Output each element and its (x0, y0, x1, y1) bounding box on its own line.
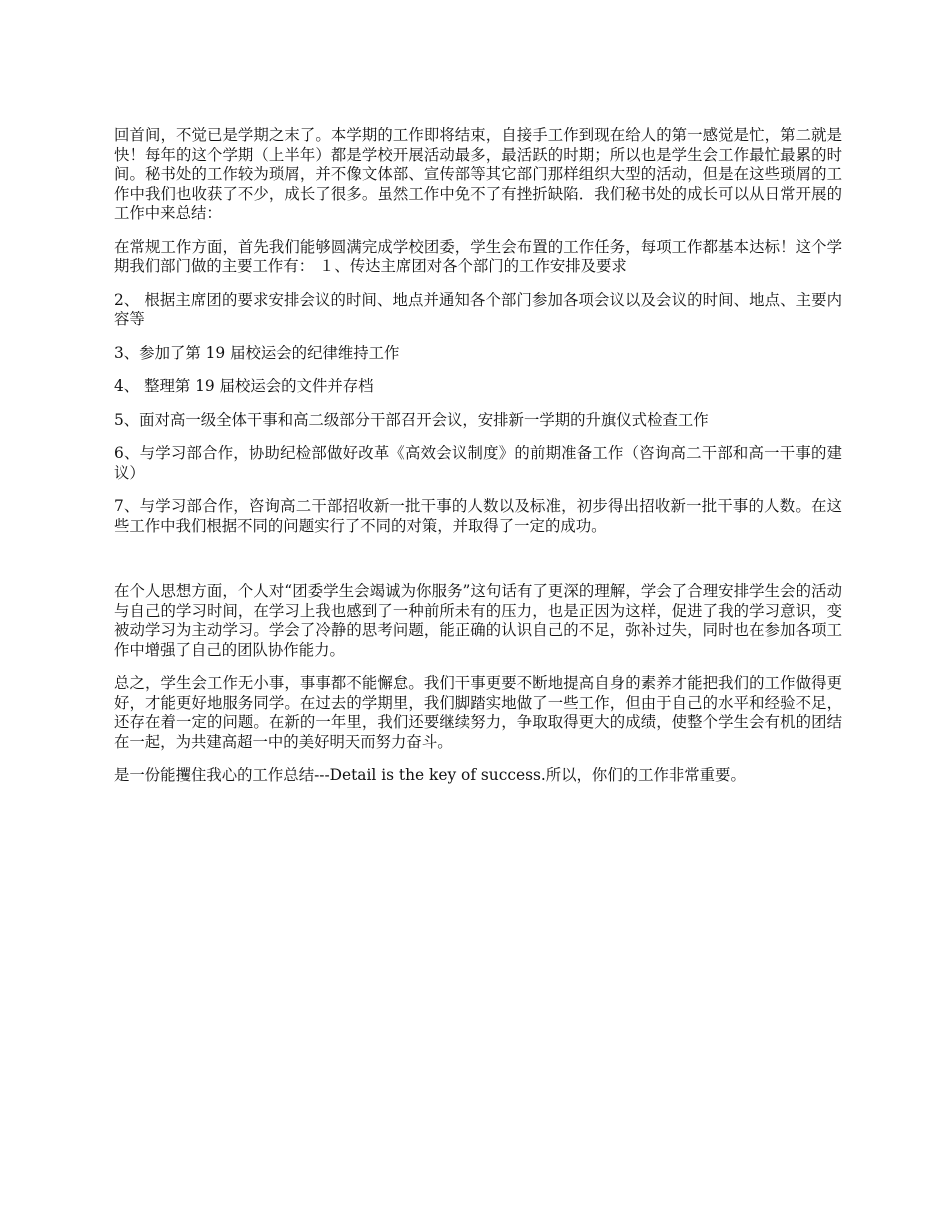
list-item-2: 2、 根据主席团的要求安排会议的时间、地点并通知各个部门参加各项会议以及会议的时间、地点、主要内容等 (114, 290, 842, 328)
list-item-5: 5、面对高一级全体干事和高二级部分干部召开会议，安排新一学期的升旗仪式检查工作 (114, 410, 709, 429)
paragraph-personal-thoughts: 在个人思想方面，个人对“团委学生会竭诚为你服务”这句话有了更深的理解，学会了合理安排学生会的活动与自己的学习时间，在学习上我也感到了一种前所未有的压力，也是正因为这样，促进了我的学习意识，变被动学习为主动学习。学会了冷静的思考问题，能正确的认识自己的不足，弥补过失，同时也在参加各项工作中增强了自己的团队协作能力。 (114, 582, 842, 659)
list-item-7: 7、与学习部合作，咨询高二干部招收新一批干事的人数以及标准，初步得出招收新一批干事的人数。在这些工作中我们根据不同的问题实行了不同的对策，并取得了一定的成功。 (114, 497, 842, 535)
list-item-3: 3、参加了第 19 届校运会的纪律维持工作 (114, 343, 400, 362)
list-item-6: 6、与学习部合作，协助纪检部做好改革《高效会议制度》的前期准备工作（咨询高二干部和高一干事的建议） (114, 444, 842, 482)
paragraph-routine-work: 在常规工作方面，首先我们能够圆满完成学校团委，学生会布置的工作任务，每项工作都基本达标！这个学期我们部门做的主要工作有： １、传达主席团对各个部门的工作安排及要求 (114, 237, 842, 275)
list-item-4: 4、 整理第 19 届校运会的文件并存档 (114, 377, 374, 395)
paragraph-intro: 回首间，不觉已是学期之末了。本学期的工作即将结束，自接手工作到现在给人的第一感觉是忙，第二就是快！每年的这个学期（上半年）都是学校开展活动最多，最活跃的时期；所以也是学生会工作最忙最累的时间。秘书处的工作较为琐屑，并不像文体部、宣传部等其它部门那样组织大型的活动，但是在这些琐屑的工作中我们也收获了不少，成长了很多。虽然工作中免不了有挫折缺陷．我们秘书处的成长可以从日常开展的工作中来总结： (114, 126, 842, 222)
paragraph-conclusion: 总之，学生会工作无小事，事事都不能懈怠。我们干事更要不断地提高自身的素养才能把我们的工作做得更好，才能更好地服务同学。在过去的学期里，我们脚踏实地做了一些工作，但由于自己的水平和经验不足，还存在着一定的问题。在新的一年里，我们还要继续努力，争取取得更大的成绩，使整个学生会有机的团结在一起，为共建高超一中的美好明天而努力奋斗。 (114, 674, 842, 751)
paragraph-closing: 是一份能攫住我心的工作总结---Detail is the key of success.所以，你们的工作非常重要。 (114, 766, 746, 784)
document-body (114, 126, 842, 800)
